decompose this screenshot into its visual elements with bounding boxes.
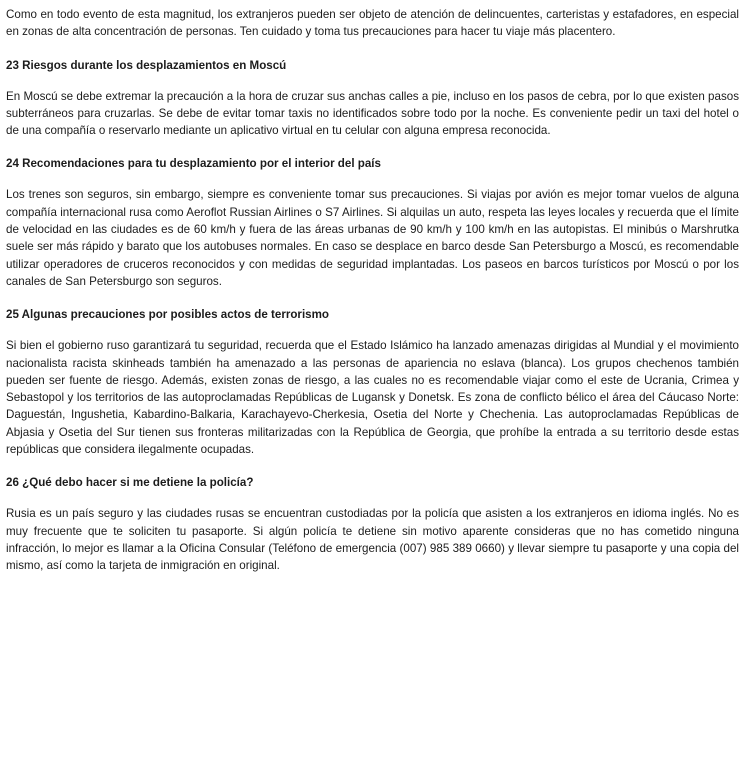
section-heading-23: 23 Riesgos durante los desplazamientos en Moscú	[6, 58, 287, 72]
spacer	[6, 491, 739, 505]
spacer	[6, 139, 739, 155]
spacer	[6, 458, 739, 474]
spacer	[6, 290, 739, 306]
section-body-23: En Moscú se debe extremar la precaución a la hora de cruzar sus anchas calles a pie, incluso en los pasos de cebra, por lo que existen pasos subterráneos para cruzarlas. Se debe de evitar tomar taxis no identificados sobre todo por la noche. Es conveniente pedir un taxi del hotel o de una compañía o reservarlo mediante un aplicativo virtual en tu celular con alguna empresa reconocida.	[6, 89, 739, 138]
section-body-24: Los trenes son seguros, sin embargo, siempre es conveniente tomar sus precauciones. Si viajas por avión es mejor tomar vuelos de alguna compañía internacional rusa como Aeroflot Russian Airlines o S7 Airlines. Si alquilas un auto, respeta las leyes locales y recuerda que el límite de velocidad en las ciudades es de 60 km/h y fuera de las áreas urbanas de 90 km/h y 100 km/h en las autopistas. El minibús o Marshrutka suele ser más rápido y barato que los autobuses normales. En caso se desplace en barco desde San Petersburgo a Moscú, es recomendable utilizar operadores de cruceros reconocidos y con medidas de seguridad implantadas. Los paseos en barcos turísticos por Moscú o por los canales de San Petersburgo son seguros.	[6, 188, 739, 288]
section-body-25: Si bien el gobierno ruso garantizará tu seguridad, recuerda que el Estado Islámico ha lanzado amenazas dirigidas al Mundial y el movimiento nacionalista racista skinheads también ha amenazado a las personas de apariencia no eslava (blanca). Los grupos chechenos también pueden ser fuente de riesgo. Además, existen zonas de riesgo, a las cuales no es recomendable viajar como el este de Ucrania, Crimea y Sebastopol y los territorios de las autoproclamadas Repúblicas de Lugansk y Donetsk. Es zona de conflicto bélico el área del Cáucaso Norte: Daguestán, Ingushetia, Kabardino-Balkaria, Karachayevo-Cherkesia, Osetia del Norte y Chechenia. Las autoproclamadas Repúblicas de Abjasia y Osetia del Sur tienen sus fronteras militarizadas con la República de Georgia, que prohíbe la entrada a su territorio desde estas repúblicas que considera ilegalmente ocupadas.	[6, 339, 739, 457]
spacer	[6, 74, 739, 88]
section-body-26: Rusia es un país seguro y las ciudades rusas se encuentran custodiadas por la policía que asisten a los extranjeros en idioma inglés. No es muy frecuente que te soliciten tu pasaporte. Si algún policía te detiene sin motivo aparente consideras que no has cometido ninguna infracción, lo mejor es llamar a la Oficina Consular (Teléfono de emergencia (007) 985 389 0660) y llevar siempre tu pasaporte y una copia del mismo, así como la tarjeta de inmigración en original.	[6, 507, 739, 573]
section-heading-24: 24 Recomendaciones para tu desplazamiento por el interior del país	[6, 157, 381, 171]
spacer	[6, 323, 739, 337]
section-heading-26: 26 ¿Qué debo hacer si me detiene la policía?	[6, 476, 254, 490]
intro-paragraph: Como en todo evento de esta magnitud, los extranjeros pueden ser objeto de atención de delincuentes, carteristas y estafadores, en especial en zonas de alta concentración de personas. Ten cuidado y toma tus precauciones para hacer tu viaje más placentero.	[6, 8, 739, 39]
spacer	[6, 41, 739, 57]
section-heading-25: 25 Algunas precauciones por posibles actos de terrorismo	[6, 308, 330, 322]
spacer	[6, 172, 739, 186]
